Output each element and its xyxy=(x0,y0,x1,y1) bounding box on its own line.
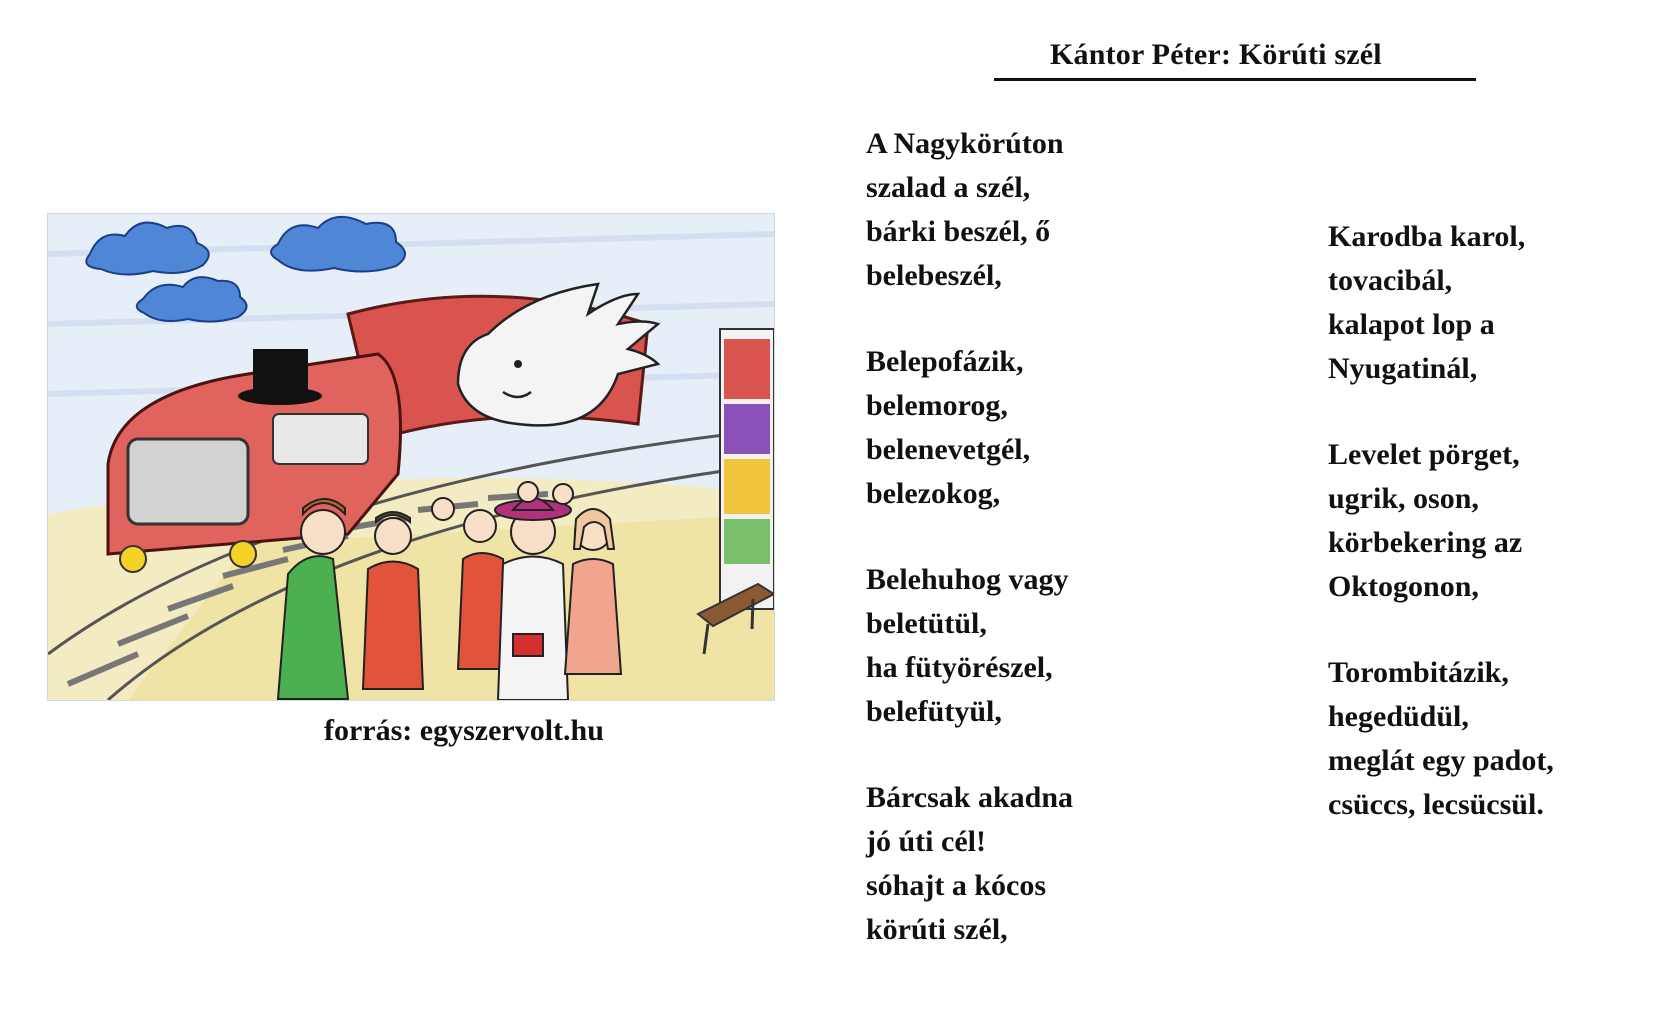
poem-line: Belepofázik, xyxy=(866,345,1024,378)
title-underline xyxy=(994,78,1476,81)
poem-line: Belehuhog vagy xyxy=(866,563,1069,596)
poem-line: Bárcsak akadna xyxy=(866,781,1074,814)
poem-line: jó úti cél! xyxy=(866,825,986,858)
poem-line: Torombitázik, xyxy=(1328,656,1509,689)
poem-line: belebeszél, xyxy=(866,259,1002,292)
poem-line: körbekering az xyxy=(1328,526,1523,559)
stanza-3 xyxy=(866,558,1069,734)
stanza-6 xyxy=(1328,433,1522,609)
poem-line: meglát egy padot, xyxy=(1328,744,1554,777)
poem-line: sóhajt a kócos xyxy=(866,869,1047,902)
poem-line: belenevetgél, xyxy=(866,433,1031,466)
poem-line: hegedüdül, xyxy=(1328,700,1469,733)
poem-line: bárki beszél, ő xyxy=(866,215,1051,248)
poem-line: belemorog, xyxy=(866,389,1008,422)
poem-line: A Nagykörúton xyxy=(866,127,1064,160)
poem-line: belezokog, xyxy=(866,477,1001,510)
poem-line: Levelet pörget, xyxy=(1328,438,1520,471)
stanza-7 xyxy=(1328,651,1554,827)
stanza-4 xyxy=(866,776,1073,952)
poem-line: Nyugatinál, xyxy=(1328,352,1478,385)
poem-line: belefütyül, xyxy=(866,695,1002,728)
stanza-5 xyxy=(1328,215,1525,391)
poem-title: Kántor Péter: Körúti szél xyxy=(1050,38,1382,71)
poem-line: beletütül, xyxy=(866,607,987,640)
poem-line: körúti szél, xyxy=(866,913,1008,946)
poem-line: ugrik, oson, xyxy=(1328,482,1479,515)
poem-line: szalad a szél, xyxy=(866,171,1031,204)
poem-line: kalapot lop a xyxy=(1328,308,1495,341)
child-drawing-icon xyxy=(48,214,774,700)
image-caption: forrás: egyszervolt.hu xyxy=(324,714,604,747)
poem-line: Karodba karol, xyxy=(1328,220,1526,253)
poem-line: ha fütyörészel, xyxy=(866,651,1053,684)
poem-line: csüccs, lecsücsül. xyxy=(1328,788,1544,821)
stanza-2 xyxy=(866,340,1030,516)
stanza-1 xyxy=(866,122,1064,298)
illustration xyxy=(47,213,775,701)
poem-line: Oktogonon, xyxy=(1328,570,1479,603)
poem-line: tovacibál, xyxy=(1328,264,1453,297)
